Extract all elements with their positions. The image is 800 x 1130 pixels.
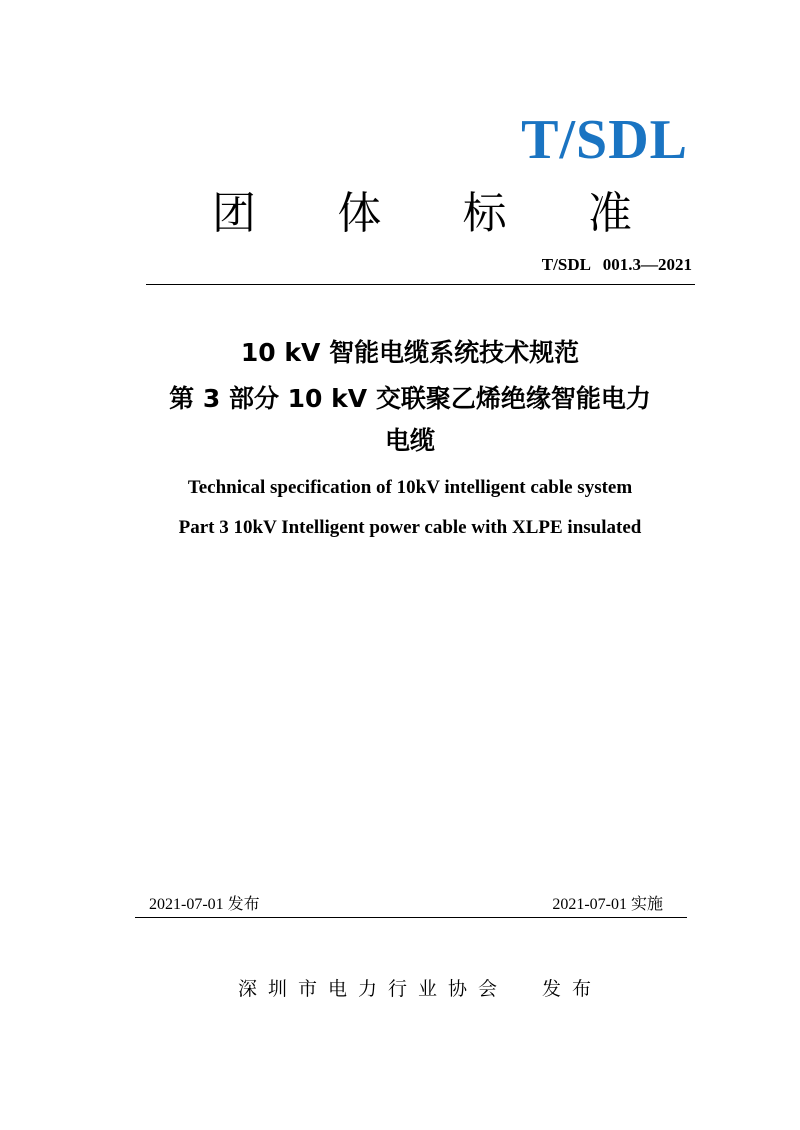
title-zh-line-2: 第 3 部分 10 kV 交联聚乙烯绝缘智能电力 bbox=[169, 384, 651, 413]
title-en-line-2: Part 3 10kV Intelligent power cable with XLPE insulated bbox=[178, 517, 642, 538]
title-zh-line-1: 10 kV 智能电缆系统技术规范 bbox=[240, 338, 580, 367]
release-date: 2021-07-01 发布 bbox=[149, 896, 260, 913]
standard-type-heading bbox=[212, 184, 632, 244]
standard-type-char-1: 团 bbox=[212, 188, 256, 239]
footer-divider bbox=[135, 917, 687, 918]
standard-number: T/SDL 001.3—2021 bbox=[541, 255, 692, 274]
standard-type-char-2: 体 bbox=[337, 188, 382, 239]
header-divider bbox=[146, 284, 695, 285]
title-en-line-1: Technical specification of 10kV intelligent cable system bbox=[187, 477, 633, 498]
title-zh-line-3: 电缆 bbox=[384, 426, 435, 455]
standard-logo: T/SDL bbox=[521, 109, 688, 171]
standard-type-char-3: 标 bbox=[462, 188, 507, 239]
publisher: 深圳市电力行业协会 发布 bbox=[237, 978, 603, 1000]
standard-type-char-4: 准 bbox=[587, 188, 632, 239]
implementation-date: 2021-07-01 实施 bbox=[552, 896, 663, 913]
